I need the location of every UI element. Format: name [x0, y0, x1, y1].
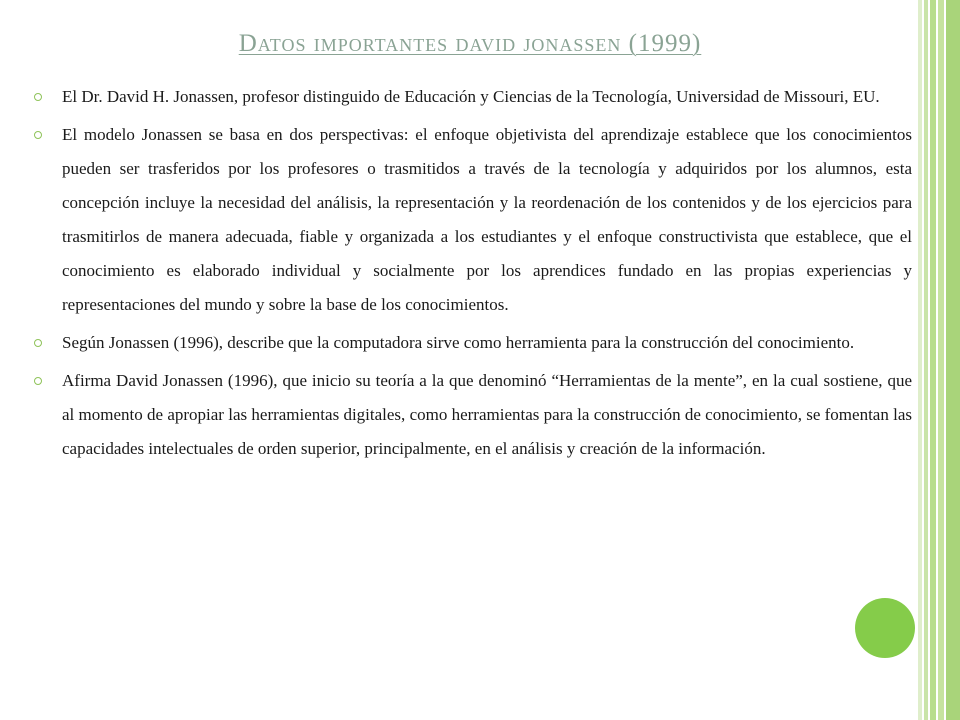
bullet-text: Según Jonassen (1996), describe que la computadora sirve como herramienta para la construcción del conocimiento.: [62, 333, 855, 352]
decorative-stripe: [930, 0, 936, 720]
bullet-circle-icon: [34, 339, 42, 347]
decorative-stripe: [924, 0, 928, 720]
decorative-green-circle: [855, 598, 915, 658]
bullet-circle-icon: [34, 93, 42, 101]
bullet-item: [30, 118, 912, 322]
slide-title-text: Datos importantes david jonassen (1999): [238, 30, 702, 57]
bullet-text: El Dr. David H. Jonassen, profesor distinguido de Educación y Ciencias de la Tecnología, Universidad de Missouri, EU.: [62, 87, 880, 106]
bullet-item: [30, 364, 912, 466]
bullet-circle-icon: [34, 377, 42, 385]
bullet-list: [30, 80, 912, 470]
slide-title: [30, 30, 910, 58]
decorative-stripe: [938, 0, 944, 720]
bullet-text: El modelo Jonassen se basa en dos perspectivas: el enfoque objetivista del aprendizaje establece que los conocimientos pueden ser trasferidos por los profesores o trasmitidos a través de la tecnología y adquiridos por los alumnos, esta concepción incluye la necesidad del análisis, la representación y la reordenación de los contenidos y de los ejercicios para trasmitirlos de manera adecuada, fiable y organizada a los estudiantes y el enfoque constructivista que establece, que el conocimiento es elaborado individual y socialmente por los aprendices fundado en las propias experiencias y representaciones del mundo y sobre la base de los conocimientos.: [62, 125, 912, 314]
decorative-stripe: [918, 0, 922, 720]
decorative-stripe: [946, 0, 960, 720]
bullet-circle-icon: [34, 131, 42, 139]
bullet-text: Afirma David Jonassen (1996), que inicio su teoría a la que denominó “Herramientas de la mente”, en la cual sostiene, que al momento de apropiar las herramientas digitales, como herramientas para la construcción de conocimiento, se fomentan las capacidades intelectuales de orden superior, principalmente, en el análisis y creación de la información.: [62, 371, 912, 458]
bullet-item: [30, 326, 912, 360]
bullet-item: [30, 80, 912, 114]
